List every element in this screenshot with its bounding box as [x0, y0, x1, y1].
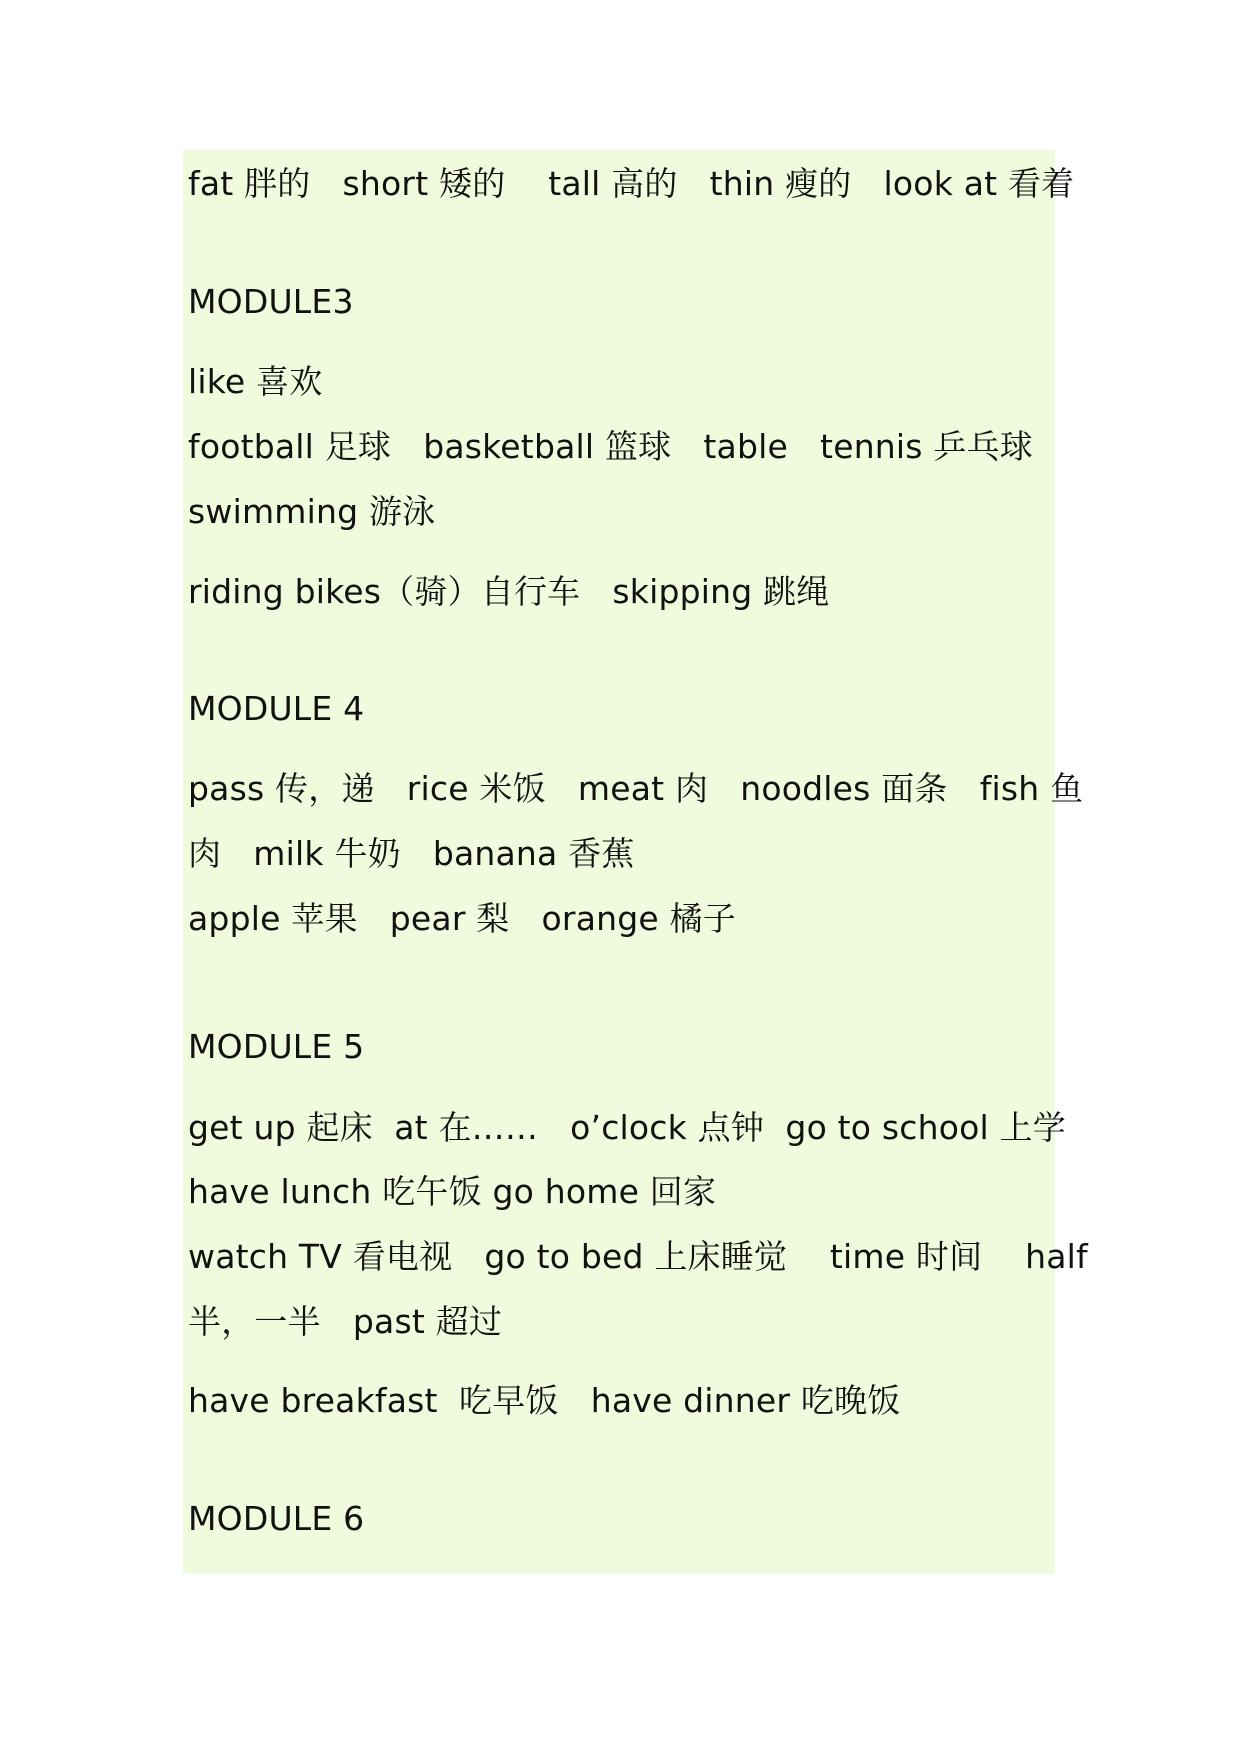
vocab-line-like: like 喜欢 — [188, 362, 323, 401]
vocab-line-adjectives: fat 胖的 short 矮的 tall 高的 thin 瘦的 look at 看着 — [188, 164, 1075, 203]
vocab-line-daily-routine: get up 起床 at 在…… o’clock 点钟 go to school 上学 — [188, 1108, 1066, 1147]
module-5-heading: MODULE 5 — [188, 1027, 365, 1066]
module-3-heading: MODULE3 — [188, 282, 354, 321]
vocab-line-meals: have breakfast 吃早饭 have dinner 吃晚饭 — [188, 1381, 901, 1420]
vocab-line-lunch-home: have lunch 吃午饭 go home 回家 — [188, 1172, 717, 1211]
vocab-line-food: pass 传，递 rice 米饭 meat 肉 noodles 面条 fish 鱼 — [188, 769, 1084, 808]
vocab-line-fruit: apple 苹果 pear 梨 orange 橘子 — [188, 899, 736, 938]
vocab-line-evening: watch TV 看电视 go to bed 上床睡觉 time 时间 half — [188, 1237, 1088, 1276]
module-4-heading: MODULE 4 — [188, 689, 365, 728]
vocab-line-swimming: swimming 游泳 — [188, 492, 436, 531]
vocab-line-half-past: 半，一半 past 超过 — [188, 1302, 503, 1341]
vocab-line-food-continued: 肉 milk 牛奶 banana 香蕉 — [188, 834, 635, 873]
module-6-heading: MODULE 6 — [188, 1499, 365, 1538]
vocab-line-riding-skipping: riding bikes（骑）自行车 skipping 跳绳 — [188, 572, 830, 611]
vocab-line-sports: football 足球 basketball 篮球 table tennis 乒乓球 — [188, 427, 1033, 466]
